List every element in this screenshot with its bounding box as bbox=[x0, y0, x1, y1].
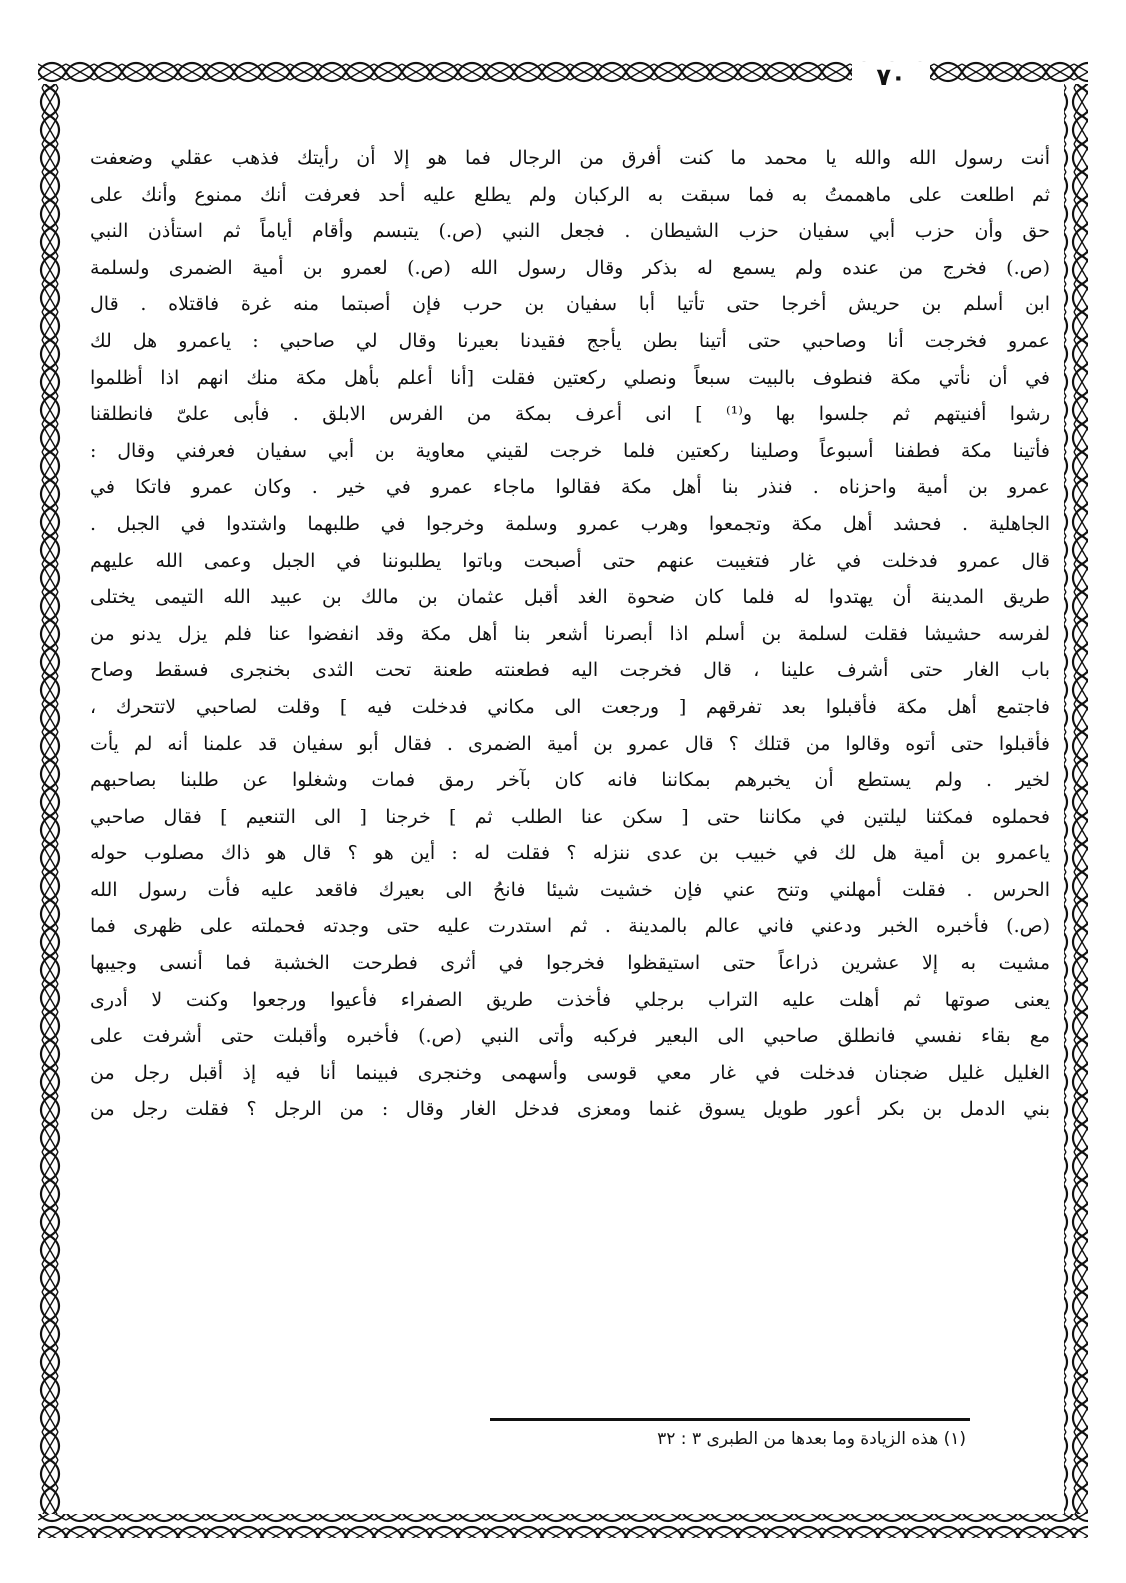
text-line: ابن أسلم بن حريش أخرجا حتى تأتيا أبا سفيان بن حرب فإن أصبتما منه غرة فاقتلاه . قال bbox=[90, 293, 1050, 316]
footnote: (١) هذه الزيادة وما بعدها من الطبرى ٣ : ٣٢ bbox=[657, 1429, 966, 1449]
page-number: ٧٠ bbox=[852, 62, 930, 92]
text-line: (ص.) فأخبره الخبر ودعني فاني عالم بالمدينة . ثم استدرت عليه حتى وجدته فحملته على ظهرى فما bbox=[90, 915, 1050, 938]
text-line: ثم اطلعت على ماهممتُ به فما سبقت به الركبان ولم يطلع عليه أحد فعرفت أنك ممنوع وأنك على bbox=[90, 183, 1050, 206]
text-line: فأقبلوا حتى أتوه وقالوا من قتلك ؟ قال عمرو بن أمية الضمرى . فقال أبو سفيان قد علمنا أنه لم يأت bbox=[90, 732, 1050, 755]
text-line: لفرسه حشيشا فقلت لسلمة بن أسلم اذا أبصرنا أشعر بنا أهل مكة وقد انفضوا عنا فلم يزل يدنو من bbox=[90, 622, 1050, 645]
text-line: عمرو بن أمية واحزناه . فنذر بنا أهل مكة فقالوا ماجاء عمرو في خير . وكان عمرو فاتكا في bbox=[90, 476, 1050, 499]
text-line: أنت رسول الله والله يا محمد ما كنت أفرق من الرجال فما هو إلا أن رأيتك فذهب عقلي وضعفت bbox=[90, 147, 1050, 169]
text-line: مشيت به إلا عشرين ذراعاً حتى استيقظوا فخرجوا في أثرى فطرحت الخشبة فما أنسى وجيبها bbox=[90, 952, 1050, 975]
text-line: لخير . ولم يستطع أن يخبرهم بمكاننا فانه كان بآخر رمق فمات وشغلوا عن طلبنا بصاحبهم bbox=[90, 769, 1050, 792]
text-line: باب الغار حتى أشرف علينا ، قال فخرجت اليه فطعنته طعنة تحت الثدى بخنجرى فسقط وصاح bbox=[90, 659, 1050, 682]
text-line: بني الدمل بن بكر أعور طويل يسوق غنما ومعزى فدخل الغار وقال : من الرجل ؟ فقلت رجل من bbox=[90, 1098, 1050, 1121]
text-line: ياعمرو بن أمية هل لك في خبيب بن عدى ننزله ؟ فقلت له : أين هو ؟ قال هو ذاك مصلوب حوله bbox=[90, 842, 1050, 865]
text-line: فأتينا مكة فطفنا أسبوعاً وصلينا ركعتين فلما خرجت لقيني معاوية بن أبي سفيان فعرفني وقال : bbox=[90, 439, 1050, 462]
text-line: طريق المدينة أن يهتدوا له فلما كان ضحوة الغد أقبل عثمان بن مالك بن عبيد الله التيمى يختلى bbox=[90, 586, 1050, 609]
footnote-divider bbox=[490, 1418, 970, 1421]
text-line: الغليل غليل ضجنان فدخلت في غار معي قوسى وأسهمى وخنجرى فبينما أنا فيه إذ أقبل رجل من bbox=[90, 1061, 1050, 1084]
text-line: في أن نأتي مكة فنطوف بالبيت سبعاً ونصلي ركعتين فقلت [أنا أعلم بأهل مكة منك انهم اذا أظلموا bbox=[90, 366, 1050, 389]
text-line: فاجتمع أهل مكة فأقبلوا بعد تفرقهم [ ورجعت الى مكاني فدخلت فيه ] وقلت لصاحبي لاتتحرك ، bbox=[90, 695, 1050, 718]
text-line: يعنى صوتها ثم أهلت عليه التراب برجلي فأخذت طريق الصفراء فأعيوا ورجعوا وكنت لا أدرى bbox=[90, 988, 1050, 1011]
text-line: حق وأن حزب أبي سفيان حزب الشيطان . فجعل النبي (ص.) يتبسم وأقام أياماً ثم استأذن النبي bbox=[90, 220, 1050, 243]
text-line: رشوا أفنيتهم ثم جلسوا بها و⁽¹⁾ ] انى أعرف بمكة من الفرس الابلق . فأبى علىّ فانطلقنا bbox=[90, 403, 1050, 426]
text-line: عمرو فخرجت أنا وصاحبي حتى أتينا بطن يأجج فقيدنا بعيرنا وقال لي صاحبي : ياعمرو هل لك bbox=[90, 329, 1050, 352]
body-text bbox=[90, 140, 1050, 1400]
text-line: الجاهلية . فحشد أهل مكة وتجمعوا وهرب عمرو وسلمة وخرجوا في طلبهما واشتدوا في الجبل . bbox=[90, 512, 1050, 535]
text-line: قال عمرو فدخلت في غار فتغيبت عنهم حتى أصبحت وباتوا يطلبوننا في الجبل وعمى الله عليهم bbox=[90, 549, 1050, 572]
text-line: مع بقاء نفسي فانطلق صاحبي الى البعير فركبه وأتى النبي (ص.) فأخبره وأقبلت حتى أشرفت على bbox=[90, 1025, 1050, 1048]
text-line: فحملوه فمكثنا ليلتين في مكاننا حتى [ سكن عنا الطلب ثم ] خرجنا [ الى التنعيم ] فقال صاحبي bbox=[90, 805, 1050, 828]
text-line: الحرس . فقلت أمهلني وتنح عني فإن خشيت شيئا فانحُ الى بعيرك فاقعد عليه فأت رسول الله bbox=[90, 878, 1050, 901]
text-line: (ص.) فخرج من عنده ولم يسمع له بذكر وقال رسول الله (ص.) لعمرو بن أمية الضمرى ولسلمة bbox=[90, 256, 1050, 279]
